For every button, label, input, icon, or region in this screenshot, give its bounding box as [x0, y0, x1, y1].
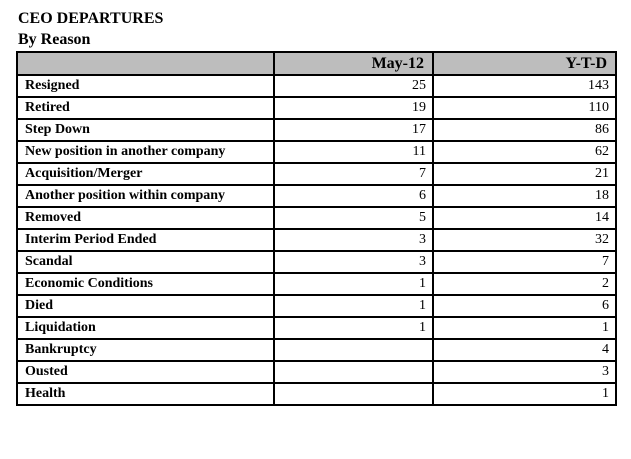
table-row: [17, 163, 616, 185]
report-title: CEO DEPARTURES: [18, 10, 164, 27]
departures-table: [16, 51, 617, 406]
may-value-cell: [274, 383, 433, 405]
table-row: [17, 185, 616, 207]
may-value-cell: 1: [274, 317, 433, 339]
reason-cell: Ousted: [17, 361, 274, 383]
may-value-cell: 5: [274, 207, 433, 229]
ytd-value-cell: 21: [433, 163, 616, 185]
table-row: [17, 75, 616, 97]
ytd-value-cell: 3: [433, 361, 616, 383]
ytd-value-cell: 7: [433, 251, 616, 273]
header-may-12: May-12: [274, 52, 433, 75]
may-value-cell: [274, 361, 433, 383]
reason-cell: Health: [17, 383, 274, 405]
table-row: [17, 383, 616, 405]
reason-cell: Retired: [17, 97, 274, 119]
table-row: [17, 273, 616, 295]
reason-cell: Removed: [17, 207, 274, 229]
ytd-value-cell: 4: [433, 339, 616, 361]
table-row: [17, 295, 616, 317]
ytd-value-cell: 18: [433, 185, 616, 207]
table-row: [17, 361, 616, 383]
table-row: [17, 141, 616, 163]
table-row: [17, 229, 616, 251]
reason-cell: Scandal: [17, 251, 274, 273]
reason-cell: Step Down: [17, 119, 274, 141]
may-value-cell: 25: [274, 75, 433, 97]
reason-cell: Interim Period Ended: [17, 229, 274, 251]
table-row: [17, 317, 616, 339]
ytd-value-cell: 1: [433, 317, 616, 339]
ytd-value-cell: 32: [433, 229, 616, 251]
may-value-cell: 6: [274, 185, 433, 207]
table-row: [17, 97, 616, 119]
reason-cell: Another position within company: [17, 185, 274, 207]
may-value-cell: 3: [274, 251, 433, 273]
may-value-cell: 19: [274, 97, 433, 119]
reason-cell: Died: [17, 295, 274, 317]
table-row: [17, 119, 616, 141]
ytd-value-cell: 6: [433, 295, 616, 317]
may-value-cell: 1: [274, 273, 433, 295]
ytd-value-cell: 2: [433, 273, 616, 295]
table-row: [17, 339, 616, 361]
header-row: [17, 52, 616, 75]
reason-cell: Resigned: [17, 75, 274, 97]
may-value-cell: 17: [274, 119, 433, 141]
report-subtitle: By Reason: [18, 31, 91, 48]
reason-cell: Liquidation: [17, 317, 274, 339]
may-value-cell: 3: [274, 229, 433, 251]
reason-cell: Bankruptcy: [17, 339, 274, 361]
table-row: [17, 251, 616, 273]
may-value-cell: [274, 339, 433, 361]
reason-cell: New position in another company: [17, 141, 274, 163]
header-ytd: Y-T-D: [433, 52, 616, 75]
ytd-value-cell: 62: [433, 141, 616, 163]
may-value-cell: 1: [274, 295, 433, 317]
ytd-value-cell: 14: [433, 207, 616, 229]
ytd-value-cell: 143: [433, 75, 616, 97]
table-row: [17, 207, 616, 229]
reason-cell: Economic Conditions: [17, 273, 274, 295]
reason-cell: Acquisition/Merger: [17, 163, 274, 185]
ytd-value-cell: 86: [433, 119, 616, 141]
ytd-value-cell: 110: [433, 97, 616, 119]
ytd-value-cell: 1: [433, 383, 616, 405]
may-value-cell: 7: [274, 163, 433, 185]
may-value-cell: 11: [274, 141, 433, 163]
header-reason: [17, 52, 274, 75]
